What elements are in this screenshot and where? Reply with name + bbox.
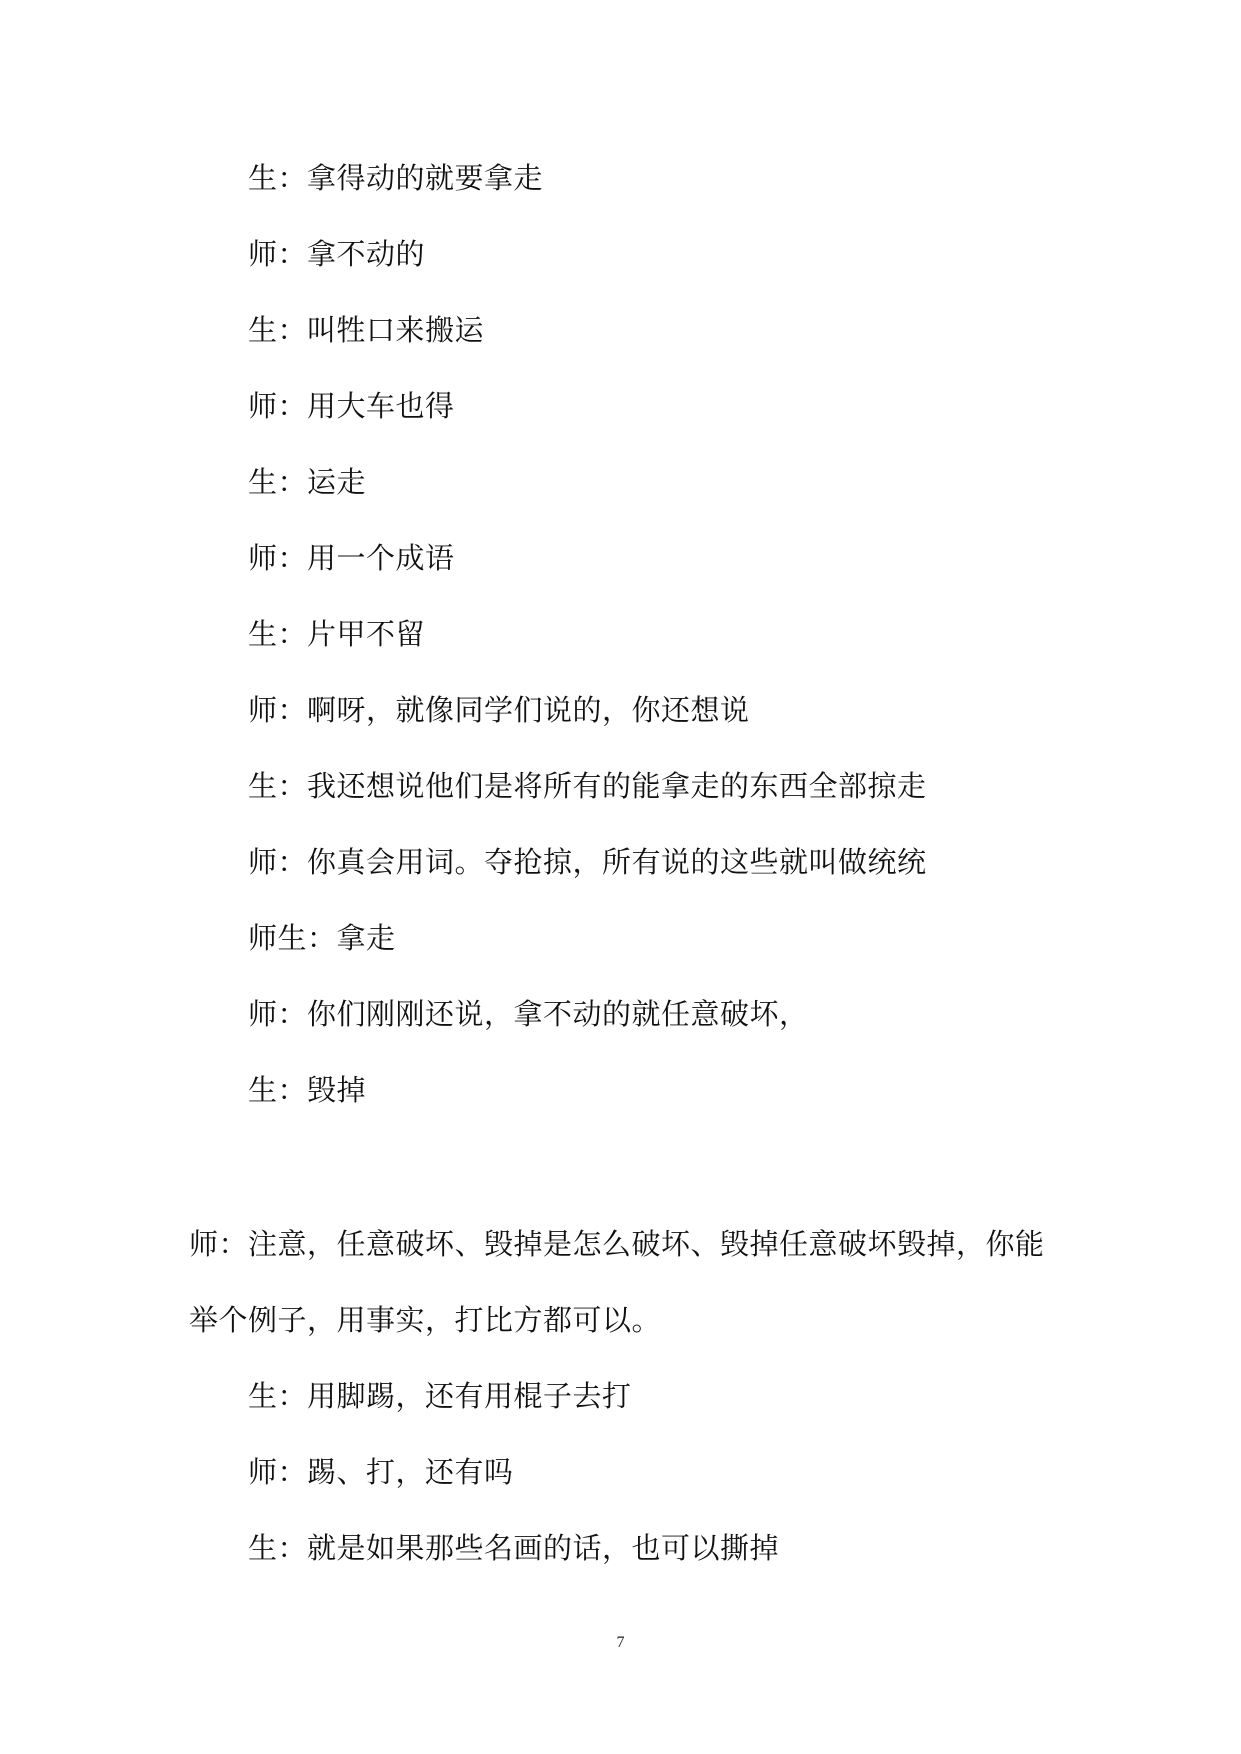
- paragraph-line: 举个例子，用事实，打比方都可以。: [189, 1303, 662, 1337]
- dialogue-line: 师：你真会用词。夺抢掠，所有说的这些就叫做统统: [248, 845, 927, 879]
- page-number: 7: [616, 1634, 625, 1651]
- dialogue-line: 生：拿得动的就要拿走: [248, 161, 544, 195]
- dialogue-line: 师：拿不动的: [248, 237, 426, 271]
- dialogue-line: 师：你们刚刚还说，拿不动的就任意破坏，: [248, 997, 809, 1031]
- dialogue-line: 生：就是如果那些名画的话，也可以撕掉: [248, 1531, 780, 1565]
- dialogue-line: 生：运走: [248, 465, 367, 499]
- dialogue-line: 生：我还想说他们是将所有的能拿走的东西全部掠走: [248, 769, 927, 803]
- dialogue-line: 师：用一个成语: [248, 541, 455, 575]
- dialogue-line: 生：叫牲口来搬运: [248, 313, 485, 347]
- dialogue-line: 生：毁掉: [248, 1073, 367, 1107]
- dialogue-line: 师：踢、打，还有吗: [248, 1455, 514, 1489]
- dialogue-line: 师生：拿走: [248, 921, 396, 955]
- dialogue-line: 生：片甲不留: [248, 617, 426, 651]
- paragraph-line: 师：注意，任意破坏、毁掉是怎么破坏、毁掉任意破坏毁掉，你能: [189, 1227, 1045, 1261]
- dialogue-line: 师：用大车也得: [248, 389, 455, 423]
- dialogue-line: 师：啊呀，就像同学们说的，你还想说: [248, 693, 750, 727]
- dialogue-line: 生：用脚踢，还有用棍子去打: [248, 1379, 632, 1413]
